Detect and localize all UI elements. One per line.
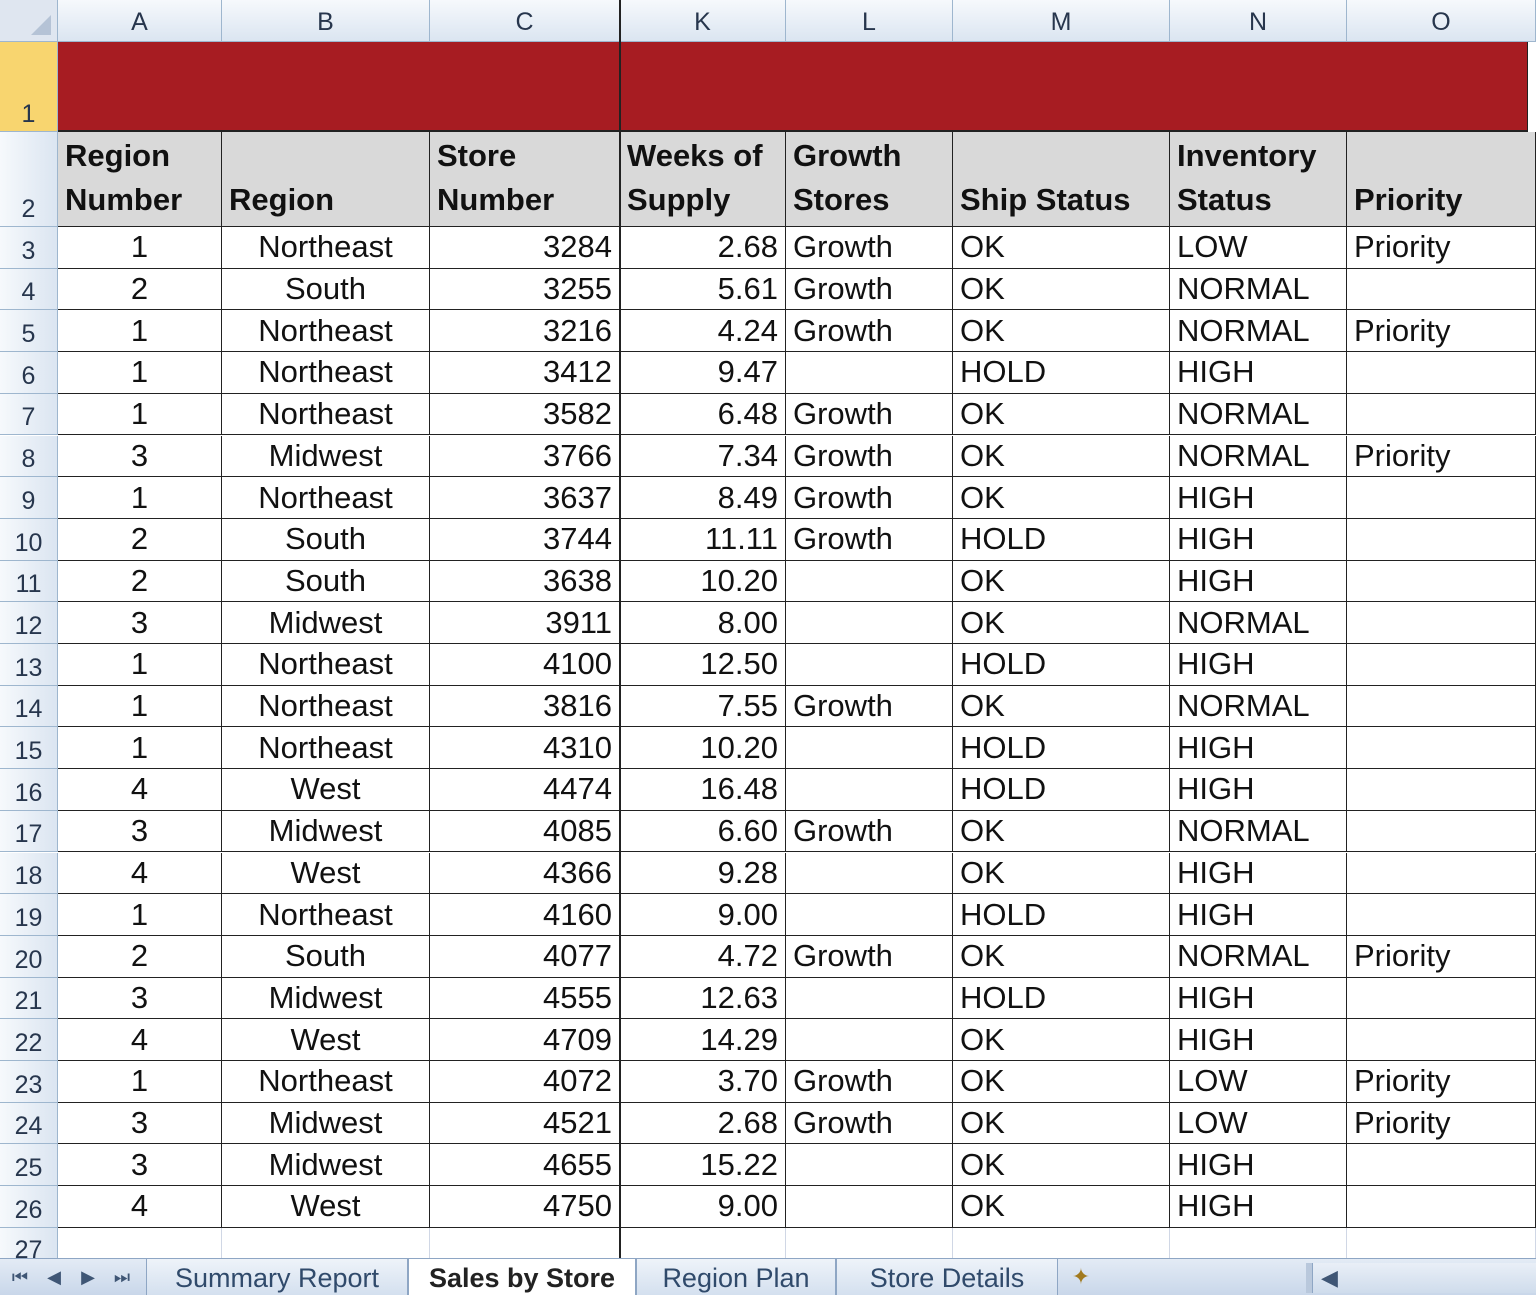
cell-m23[interactable]: OK — [953, 1061, 1170, 1103]
row-header-19[interactable]: 19 — [0, 894, 58, 936]
cell-n3[interactable]: LOW — [1170, 227, 1347, 269]
header-cell-c[interactable]: Store Number — [430, 132, 620, 227]
cell-b14[interactable]: Northeast — [222, 686, 430, 728]
cell-m12[interactable]: OK — [953, 602, 1170, 644]
cell-b20[interactable]: South — [222, 936, 430, 978]
cell-k5[interactable]: 4.24 — [620, 310, 786, 352]
cell-o5[interactable]: Priority — [1347, 310, 1536, 352]
cell-l24[interactable]: Growth — [786, 1103, 953, 1145]
cell-n15[interactable]: HIGH — [1170, 727, 1347, 769]
cell-n13[interactable]: HIGH — [1170, 644, 1347, 686]
sheet-tab-bar — [0, 1258, 1536, 1295]
cell-o27[interactable] — [1347, 1228, 1536, 1258]
cell-b22[interactable]: West — [222, 1019, 430, 1061]
cell-l23[interactable]: Growth — [786, 1061, 953, 1103]
cell-c9[interactable]: 3637 — [430, 477, 620, 519]
cell-m15[interactable]: HOLD — [953, 727, 1170, 769]
cell-l19[interactable] — [786, 894, 953, 936]
row-header-4[interactable]: 4 — [0, 269, 58, 311]
cell-c5[interactable]: 3216 — [430, 310, 620, 352]
cell-b26[interactable]: West — [222, 1186, 430, 1228]
cell-l4[interactable]: Growth — [786, 269, 953, 311]
cell-c20[interactable]: 4077 — [430, 936, 620, 978]
row-header-13[interactable]: 13 — [0, 644, 58, 686]
row-header-14[interactable]: 14 — [0, 686, 58, 728]
cell-k24[interactable]: 2.68 — [620, 1103, 786, 1145]
cell-m5[interactable]: OK — [953, 310, 1170, 352]
cell-m11[interactable]: OK — [953, 561, 1170, 603]
row-header-22[interactable]: 22 — [0, 1019, 58, 1061]
select-all-triangle-icon — [31, 15, 51, 35]
cell-a9[interactable]: 1 — [58, 477, 222, 519]
cell-a7[interactable]: 1 — [58, 394, 222, 436]
cell-l18[interactable] — [786, 853, 953, 895]
cell-a3[interactable]: 1 — [58, 227, 222, 269]
cell-c17[interactable]: 4085 — [430, 811, 620, 853]
cell-a25[interactable]: 3 — [58, 1144, 222, 1186]
row-header-18[interactable]: 18 — [0, 853, 58, 895]
cell-c16[interactable]: 4474 — [430, 769, 620, 811]
row-header-11[interactable]: 11 — [0, 561, 58, 603]
cell-n21[interactable]: HIGH — [1170, 978, 1347, 1020]
cell-a24[interactable]: 3 — [58, 1103, 222, 1145]
cell-k16[interactable]: 16.48 — [620, 769, 786, 811]
cell-n9[interactable]: HIGH — [1170, 477, 1347, 519]
cell-n8[interactable]: NORMAL — [1170, 436, 1347, 478]
cell-o4[interactable] — [1347, 269, 1536, 311]
cell-o18[interactable] — [1347, 853, 1536, 895]
cell-o16[interactable] — [1347, 769, 1536, 811]
cell-c13[interactable]: 4100 — [430, 644, 620, 686]
cell-c18[interactable]: 4366 — [430, 853, 620, 895]
cell-l26[interactable] — [786, 1186, 953, 1228]
cell-m18[interactable]: OK — [953, 853, 1170, 895]
cell-c3[interactable]: 3284 — [430, 227, 620, 269]
cell-l27[interactable] — [786, 1228, 953, 1258]
cell-l7[interactable]: Growth — [786, 394, 953, 436]
cell-m14[interactable]: OK — [953, 686, 1170, 728]
cell-k8[interactable]: 7.34 — [620, 436, 786, 478]
cell-l20[interactable]: Growth — [786, 936, 953, 978]
cell-b23[interactable]: Northeast — [222, 1061, 430, 1103]
cell-m19[interactable]: HOLD — [953, 894, 1170, 936]
cell-a23[interactable]: 1 — [58, 1061, 222, 1103]
cell-o22[interactable] — [1347, 1019, 1536, 1061]
cell-k9[interactable]: 8.49 — [620, 477, 786, 519]
last-sheet-icon[interactable]: ⏭ — [113, 1267, 131, 1287]
cell-o11[interactable] — [1347, 561, 1536, 603]
cell-b21[interactable]: Midwest — [222, 978, 430, 1020]
row-header-23[interactable]: 23 — [0, 1061, 58, 1103]
cell-m17[interactable]: OK — [953, 811, 1170, 853]
column-header-l[interactable]: L — [786, 0, 953, 42]
cell-k18[interactable]: 9.28 — [620, 853, 786, 895]
cell-b3[interactable]: Northeast — [222, 227, 430, 269]
cell-n6[interactable]: HIGH — [1170, 352, 1347, 394]
cell-o3[interactable]: Priority — [1347, 227, 1536, 269]
select-all-button[interactable] — [0, 0, 58, 42]
next-sheet-icon[interactable]: ▶ — [81, 1267, 95, 1287]
cell-o15[interactable] — [1347, 727, 1536, 769]
cell-k6[interactable]: 9.47 — [620, 352, 786, 394]
header-cell-n[interactable]: Inventory Status — [1170, 132, 1347, 227]
cell-k14[interactable]: 7.55 — [620, 686, 786, 728]
cell-c6[interactable]: 3412 — [430, 352, 620, 394]
cell-l21[interactable] — [786, 978, 953, 1020]
cell-b11[interactable]: South — [222, 561, 430, 603]
cell-a8[interactable]: 3 — [58, 436, 222, 478]
cell-b18[interactable]: West — [222, 853, 430, 895]
cell-b24[interactable]: Midwest — [222, 1103, 430, 1145]
header-cell-l[interactable]: Growth Stores — [786, 132, 953, 227]
tab-region-plan[interactable]: Region Plan — [636, 1259, 836, 1295]
horizontal-scrollbar[interactable] — [1312, 1263, 1536, 1293]
cell-k7[interactable]: 6.48 — [620, 394, 786, 436]
row-header-25[interactable]: 25 — [0, 1144, 58, 1186]
cell-b8[interactable]: Midwest — [222, 436, 430, 478]
cell-b9[interactable]: Northeast — [222, 477, 430, 519]
cell-o10[interactable] — [1347, 519, 1536, 561]
cell-l5[interactable]: Growth — [786, 310, 953, 352]
row-header-17[interactable]: 17 — [0, 811, 58, 853]
row-header-5[interactable]: 5 — [0, 310, 58, 352]
cell-b15[interactable]: Northeast — [222, 727, 430, 769]
cell-m8[interactable]: OK — [953, 436, 1170, 478]
row-header-21[interactable]: 21 — [0, 978, 58, 1020]
cell-c12[interactable]: 3911 — [430, 602, 620, 644]
cell-a17[interactable]: 3 — [58, 811, 222, 853]
row-header-6[interactable]: 6 — [0, 352, 58, 394]
cell-a22[interactable]: 4 — [58, 1019, 222, 1061]
row-header-3[interactable]: 3 — [0, 227, 58, 269]
cell-b16[interactable]: West — [222, 769, 430, 811]
tab-summary-report[interactable]: Summary Report — [146, 1259, 408, 1295]
cell-a27[interactable] — [58, 1228, 222, 1258]
row-header-2[interactable]: 2 — [0, 132, 58, 227]
cell-b17[interactable]: Midwest — [222, 811, 430, 853]
cell-m25[interactable]: OK — [953, 1144, 1170, 1186]
cell-n26[interactable]: HIGH — [1170, 1186, 1347, 1228]
header-cell-o[interactable]: Priority — [1347, 132, 1536, 227]
cell-k13[interactable]: 12.50 — [620, 644, 786, 686]
cell-o24[interactable]: Priority — [1347, 1103, 1536, 1145]
cell-k23[interactable]: 3.70 — [620, 1061, 786, 1103]
cell-o12[interactable] — [1347, 602, 1536, 644]
cell-c25[interactable]: 4655 — [430, 1144, 620, 1186]
column-header-n[interactable]: N — [1170, 0, 1347, 42]
row-header-24[interactable]: 24 — [0, 1103, 58, 1145]
column-header-m[interactable]: M — [953, 0, 1170, 42]
cell-l17[interactable]: Growth — [786, 811, 953, 853]
cell-k20[interactable]: 4.72 — [620, 936, 786, 978]
cell-l12[interactable] — [786, 602, 953, 644]
header-cell-a[interactable]: Region Number — [58, 132, 222, 227]
cell-m24[interactable]: OK — [953, 1103, 1170, 1145]
cell-b5[interactable]: Northeast — [222, 310, 430, 352]
cell-n23[interactable]: LOW — [1170, 1061, 1347, 1103]
cell-l22[interactable] — [786, 1019, 953, 1061]
cell-a11[interactable]: 2 — [58, 561, 222, 603]
cell-a15[interactable]: 1 — [58, 727, 222, 769]
cell-l16[interactable] — [786, 769, 953, 811]
cell-k25[interactable]: 15.22 — [620, 1144, 786, 1186]
cell-m26[interactable]: OK — [953, 1186, 1170, 1228]
cell-c8[interactable]: 3766 — [430, 436, 620, 478]
cell-k17[interactable]: 6.60 — [620, 811, 786, 853]
cell-n25[interactable]: HIGH — [1170, 1144, 1347, 1186]
cell-n10[interactable]: HIGH — [1170, 519, 1347, 561]
cell-a18[interactable]: 4 — [58, 853, 222, 895]
cell-m7[interactable]: OK — [953, 394, 1170, 436]
cell-c21[interactable]: 4555 — [430, 978, 620, 1020]
cell-k11[interactable]: 10.20 — [620, 561, 786, 603]
cell-l3[interactable]: Growth — [786, 227, 953, 269]
cell-l11[interactable] — [786, 561, 953, 603]
cell-b25[interactable]: Midwest — [222, 1144, 430, 1186]
cell-c22[interactable]: 4709 — [430, 1019, 620, 1061]
cell-a16[interactable]: 4 — [58, 769, 222, 811]
column-header-o[interactable]: O — [1347, 0, 1536, 42]
cell-c11[interactable]: 3638 — [430, 561, 620, 603]
cell-c26[interactable]: 4750 — [430, 1186, 620, 1228]
cell-m13[interactable]: HOLD — [953, 644, 1170, 686]
cell-l15[interactable] — [786, 727, 953, 769]
first-sheet-icon[interactable]: ⏮ — [11, 1267, 29, 1287]
cell-n17[interactable]: NORMAL — [1170, 811, 1347, 853]
cell-m10[interactable]: HOLD — [953, 519, 1170, 561]
cell-b12[interactable]: Midwest — [222, 602, 430, 644]
prev-sheet-icon[interactable]: ◀ — [47, 1267, 61, 1287]
cell-c14[interactable]: 3816 — [430, 686, 620, 728]
cell-n20[interactable]: NORMAL — [1170, 936, 1347, 978]
hidden-columns-divider — [619, 0, 621, 1258]
cell-a10[interactable]: 2 — [58, 519, 222, 561]
tab-sales-by-store[interactable]: Sales by Store — [408, 1259, 636, 1295]
cell-c27[interactable] — [430, 1228, 620, 1258]
cell-o21[interactable] — [1347, 978, 1536, 1020]
title-fill-cells-k-o[interactable] — [620, 42, 1528, 132]
cell-a5[interactable]: 1 — [58, 310, 222, 352]
cell-l14[interactable]: Growth — [786, 686, 953, 728]
cell-a6[interactable]: 1 — [58, 352, 222, 394]
cell-o20[interactable]: Priority — [1347, 936, 1536, 978]
cell-b4[interactable]: South — [222, 269, 430, 311]
cell-c15[interactable]: 4310 — [430, 727, 620, 769]
cell-m20[interactable]: OK — [953, 936, 1170, 978]
cell-k3[interactable]: 2.68 — [620, 227, 786, 269]
row-header-26[interactable]: 26 — [0, 1186, 58, 1228]
cell-l25[interactable] — [786, 1144, 953, 1186]
cell-b27[interactable] — [222, 1228, 430, 1258]
cell-b19[interactable]: Northeast — [222, 894, 430, 936]
cell-m21[interactable]: HOLD — [953, 978, 1170, 1020]
cell-c23[interactable]: 4072 — [430, 1061, 620, 1103]
row-header-10[interactable]: 10 — [0, 519, 58, 561]
cell-m9[interactable]: OK — [953, 477, 1170, 519]
column-header-c[interactable]: C — [430, 0, 620, 42]
cell-n7[interactable]: NORMAL — [1170, 394, 1347, 436]
cell-b10[interactable]: South — [222, 519, 430, 561]
cell-n4[interactable]: NORMAL — [1170, 269, 1347, 311]
row-header-27[interactable]: 27 — [0, 1228, 58, 1258]
header-cell-m[interactable]: Ship Status — [953, 132, 1170, 227]
cell-k26[interactable]: 9.00 — [620, 1186, 786, 1228]
tab-store-details[interactable]: Store Details — [836, 1259, 1058, 1295]
header-cell-b[interactable]: Region — [222, 132, 430, 227]
cell-k21[interactable]: 12.63 — [620, 978, 786, 1020]
cell-o26[interactable] — [1347, 1186, 1536, 1228]
cell-n5[interactable]: NORMAL — [1170, 310, 1347, 352]
cell-k10[interactable]: 11.11 — [620, 519, 786, 561]
cell-k27[interactable] — [620, 1228, 786, 1258]
title-fill-cells-a-c[interactable] — [58, 42, 620, 132]
cell-o23[interactable]: Priority — [1347, 1061, 1536, 1103]
cell-l6[interactable] — [786, 352, 953, 394]
cell-m6[interactable]: HOLD — [953, 352, 1170, 394]
row-header-15[interactable]: 15 — [0, 727, 58, 769]
column-header-a[interactable]: A — [58, 0, 222, 42]
cell-n14[interactable]: NORMAL — [1170, 686, 1347, 728]
cell-a13[interactable]: 1 — [58, 644, 222, 686]
cell-o19[interactable] — [1347, 894, 1536, 936]
cell-l13[interactable] — [786, 644, 953, 686]
cell-o9[interactable] — [1347, 477, 1536, 519]
cell-o7[interactable] — [1347, 394, 1536, 436]
column-header-k[interactable]: K — [620, 0, 786, 42]
cell-k19[interactable]: 9.00 — [620, 894, 786, 936]
cell-o25[interactable] — [1347, 1144, 1536, 1186]
cell-c7[interactable]: 3582 — [430, 394, 620, 436]
column-header-b[interactable]: B — [222, 0, 430, 42]
cell-m27[interactable] — [953, 1228, 1170, 1258]
cell-c24[interactable]: 4521 — [430, 1103, 620, 1145]
cell-n12[interactable]: NORMAL — [1170, 602, 1347, 644]
cell-a20[interactable]: 2 — [58, 936, 222, 978]
cell-m4[interactable]: OK — [953, 269, 1170, 311]
row-header-9[interactable]: 9 — [0, 477, 58, 519]
cell-a19[interactable]: 1 — [58, 894, 222, 936]
cell-o14[interactable] — [1347, 686, 1536, 728]
cell-n18[interactable]: HIGH — [1170, 853, 1347, 895]
cell-n22[interactable]: HIGH — [1170, 1019, 1347, 1061]
cell-n27[interactable] — [1170, 1228, 1347, 1258]
cell-k15[interactable]: 10.20 — [620, 727, 786, 769]
cell-l9[interactable]: Growth — [786, 477, 953, 519]
cell-a21[interactable]: 3 — [58, 978, 222, 1020]
cell-k12[interactable]: 8.00 — [620, 602, 786, 644]
cell-c10[interactable]: 3744 — [430, 519, 620, 561]
cell-l8[interactable]: Growth — [786, 436, 953, 478]
cell-b6[interactable]: Northeast — [222, 352, 430, 394]
row-header-12[interactable]: 12 — [0, 602, 58, 644]
cell-a12[interactable]: 3 — [58, 602, 222, 644]
cell-n19[interactable]: HIGH — [1170, 894, 1347, 936]
cell-m22[interactable]: OK — [953, 1019, 1170, 1061]
cell-o17[interactable] — [1347, 811, 1536, 853]
cell-k4[interactable]: 5.61 — [620, 269, 786, 311]
cell-n24[interactable]: LOW — [1170, 1103, 1347, 1145]
cell-o13[interactable] — [1347, 644, 1536, 686]
cell-n16[interactable]: HIGH — [1170, 769, 1347, 811]
cell-n11[interactable]: HIGH — [1170, 561, 1347, 603]
row-header-16[interactable]: 16 — [0, 769, 58, 811]
cell-b13[interactable]: Northeast — [222, 644, 430, 686]
row-header-8[interactable]: 8 — [0, 436, 58, 478]
cell-a4[interactable]: 2 — [58, 269, 222, 311]
cell-k22[interactable]: 14.29 — [620, 1019, 786, 1061]
header-cell-k[interactable]: Weeks of Supply — [620, 132, 786, 227]
cell-b7[interactable]: Northeast — [222, 394, 430, 436]
cell-c4[interactable]: 3255 — [430, 269, 620, 311]
cell-c19[interactable]: 4160 — [430, 894, 620, 936]
cell-m3[interactable]: OK — [953, 227, 1170, 269]
row-header-20[interactable]: 20 — [0, 936, 58, 978]
cell-a26[interactable]: 4 — [58, 1186, 222, 1228]
scroll-left-icon[interactable]: ◀ — [1321, 1265, 1338, 1290]
cell-l10[interactable]: Growth — [786, 519, 953, 561]
insert-worksheet-icon[interactable]: ✦ — [1071, 1264, 1091, 1289]
cell-o8[interactable]: Priority — [1347, 436, 1536, 478]
cell-a14[interactable]: 1 — [58, 686, 222, 728]
cell-o6[interactable] — [1347, 352, 1536, 394]
row-header-1[interactable]: 1 — [0, 42, 58, 132]
row-header-7[interactable]: 7 — [0, 394, 58, 436]
cell-m16[interactable]: HOLD — [953, 769, 1170, 811]
